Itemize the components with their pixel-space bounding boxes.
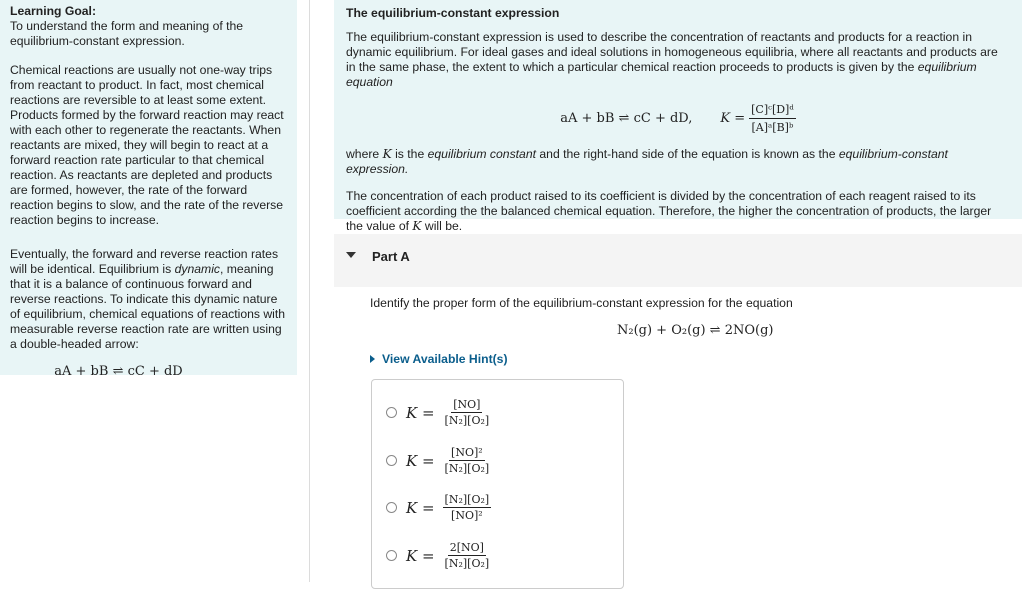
- intro-title: The equilibrium-constant expression: [346, 6, 560, 20]
- radio-button[interactable]: [386, 455, 397, 466]
- learning-goal-subtitle: To understand the form and meaning of the equilibrium-constant expression.: [10, 19, 244, 48]
- equilibrium-reaction: aA + bB ⇌ cC + dD,: [560, 111, 693, 126]
- question-equation: N₂(g) + O₂(g) ⇌ 2NO(g): [617, 323, 774, 338]
- answer-option-2[interactable]: K = $\frac{\text{[NO]²}}{\text{[N₂][O₂]}}$: [386, 446, 491, 475]
- answer-options: [371, 379, 624, 589]
- radio-button[interactable]: [386, 550, 397, 561]
- radio-button[interactable]: [386, 407, 397, 418]
- learning-goal-title: Learning Goal:: [10, 4, 96, 18]
- option-numerator: 2[NO]: [449, 541, 484, 554]
- answer-option-1[interactable]: K = $\frac{[NO]}{\text{[N₂][O₂]}}$: [386, 398, 491, 427]
- equilibrium-k-label: K =: [720, 111, 746, 126]
- learning-goal-paragraph-2: Eventually, the forward and reverse reaction rates will be identical. Equilibrium is dynamic, meaning that it is a balance of continuous forward and reverse reactions. To indicate this dynamic nature of equilibrium, chemical equations of reactions with measurable reverse reaction rate are written using a double-headed arrow:: [10, 247, 286, 351]
- collapse-triangle-icon[interactable]: [346, 252, 356, 258]
- general-reaction-equation: aA + bB ⇌ cC + dD: [54, 364, 183, 379]
- caret-right-icon: [370, 355, 375, 363]
- part-a-label: Part A: [372, 249, 410, 264]
- fraction-numerator: [C]ᶜ[D]ᵈ: [749, 102, 796, 119]
- option-numerator: [NO]²: [451, 446, 483, 459]
- radio-button[interactable]: [386, 502, 397, 513]
- column-divider: [309, 0, 310, 582]
- intro-paragraph-1: The equilibrium-constant expression is used to describe the concentration of reactants and products for a reaction in dynamic equilibrium. For ideal gases and ideal solutions in homogeneous equilibria, where all reactants and products are in the same phase, the extent to which a particular chemical reaction proceeds to products is given by the equilibrium equation: [346, 30, 998, 89]
- fraction-denominator: [A]ᵃ[B]ᵇ: [751, 121, 794, 134]
- equilibrium-equation: [346, 96, 1010, 141]
- equilibrium-fraction: [749, 102, 796, 135]
- answer-option-4[interactable]: K = $\frac{2[NO]}{\text{[N₂][O₂]}}$: [386, 541, 491, 570]
- intro-paragraph-3: The concentration of each product raised to its coefficient is divided by the concentration of each reagent raised to its coefficient according the the balanced chemical equation. Therefore, the higher the concentration of products, the larger the value of K will be.: [346, 189, 992, 233]
- option-denominator: [N₂][O₂]: [444, 557, 490, 570]
- option-denominator: [N₂][O₂]: [444, 414, 490, 427]
- question-text: Identify the proper form of the equilibrium-constant expression for the equation: [370, 296, 793, 310]
- option-numerator: [N₂][O₂]: [444, 493, 490, 506]
- answer-option-3[interactable]: K = $\frac{\text{[N₂][O₂]}}{\text{[NO]²}}$: [386, 493, 491, 522]
- part-a-header[interactable]: [334, 234, 1022, 287]
- option-denominator: [NO]²: [451, 509, 483, 522]
- intro-box: [334, 0, 1022, 233]
- learning-goal-panel: [0, 0, 297, 379]
- option-denominator: [N₂][O₂]: [444, 462, 490, 475]
- intro-paragraph-2: where K is the equilibrium constant and the right-hand side of the equation is known as the equilibrium-constant expression.: [346, 147, 948, 176]
- learning-goal-paragraph-1: Chemical reactions are usually not one-way trips from reactant to product. In fact, most chemical reactions are reversible to at least some extent. Products formed by the forward reaction may react with each other to regenerate the reactants. When reactants are mixed, they will begin to react at a forward reaction rate particular to that chemical reaction. As reactants are depleted and products are formed, however, the rate of the forward reaction begins to slow, and the rate of the reverse reaction begins to increase.: [10, 63, 284, 227]
- option-numerator: [NO]: [453, 398, 481, 411]
- view-hints-link[interactable]: View Available Hint(s): [370, 352, 508, 366]
